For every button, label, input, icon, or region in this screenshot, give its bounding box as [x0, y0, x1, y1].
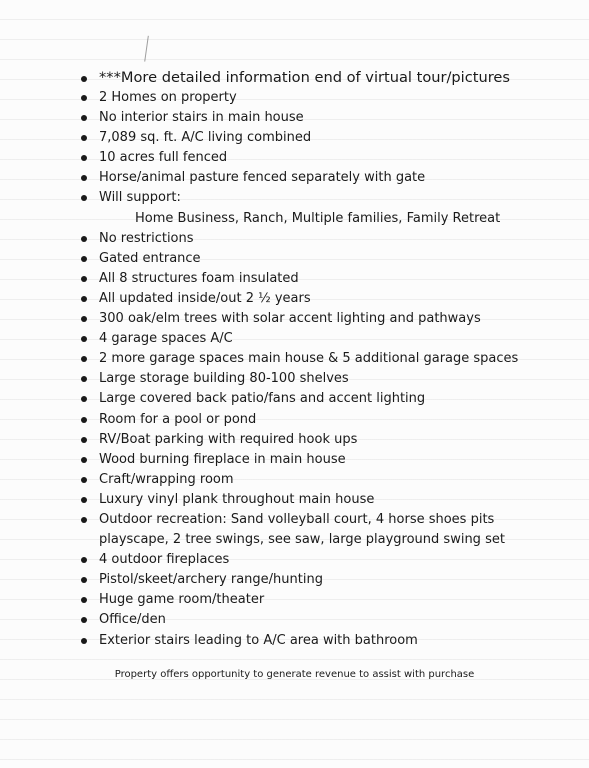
list-item-text: 2 Homes on property — [99, 90, 237, 105]
list-item-text: 7,089 sq. ft. A/C living combined — [99, 130, 312, 146]
bullet-dot-icon — [81, 617, 87, 623]
list-item — [78, 188, 548, 208]
list-item-text: Room for a pool or pond — [99, 411, 257, 427]
bullet-dot-icon — [81, 195, 87, 201]
list-item-text: No restrictions — [99, 230, 194, 246]
list-item-text: Exterior stairs leading to A/C area with bathroom — [99, 632, 418, 648]
bullet-dot-icon — [81, 336, 87, 342]
list-item — [78, 610, 548, 630]
list-item — [78, 209, 548, 229]
pen-mark — [144, 36, 153, 62]
list-item-text: Huge game room/theater — [99, 592, 265, 608]
list-item — [78, 570, 548, 590]
list-item-text: Outdoor recreation: Sand volleyball court, 4 horse shoes pits — [99, 511, 495, 527]
list-item — [78, 128, 548, 148]
list-item — [78, 389, 548, 409]
list-item-text: RV/Boat parking with required hook ups — [99, 431, 358, 447]
list-item — [78, 510, 548, 530]
bullet-dot-icon — [81, 477, 87, 483]
list-item — [78, 490, 548, 510]
bullet-dot-icon — [81, 557, 87, 563]
list-item-text: 4 outdoor fireplaces — [99, 552, 230, 568]
bullet-dot-icon — [81, 638, 87, 644]
list-item — [78, 66, 548, 90]
bullet-dot-icon — [81, 457, 87, 463]
list-item — [78, 88, 548, 108]
bullet-dot-icon — [81, 376, 87, 382]
list-item — [78, 309, 548, 329]
list-item-text: playscape, 2 tree swings, see saw, large playground swing set — [99, 532, 505, 548]
list-item — [78, 148, 548, 168]
list-item — [78, 631, 548, 651]
bullet-dot-icon — [81, 115, 87, 121]
list-item-text: 4 garage spaces A/C — [99, 331, 233, 347]
list-item — [78, 530, 548, 550]
bullet-dot-icon — [81, 396, 87, 402]
list-item-text: Pistol/skeet/archery range/hunting — [99, 572, 323, 588]
bullet-dot-icon — [81, 577, 87, 583]
bullet-dot-icon — [81, 276, 87, 282]
list-item-text: 300 oak/elm trees with solar accent lighting and pathways — [99, 311, 481, 327]
bullet-dot-icon — [81, 95, 87, 101]
list-item — [78, 450, 548, 470]
feature-list — [78, 66, 548, 651]
list-item-text: All 8 structures foam insulated — [99, 270, 299, 286]
bullet-dot-icon — [81, 175, 87, 181]
list-item — [78, 590, 548, 610]
list-item — [78, 249, 548, 269]
list-item-text: 10 acres full fenced — [99, 150, 228, 166]
bullet-dot-icon — [81, 135, 87, 141]
bullet-dot-icon — [81, 256, 87, 262]
list-item-text: 2 more garage spaces main house & 5 additional garage spaces — [99, 351, 519, 367]
list-item-text: Gated entrance — [99, 250, 201, 266]
list-item — [78, 349, 548, 369]
list-item — [78, 470, 548, 490]
list-item-text: Office/den — [99, 612, 166, 628]
bullet-dot-icon — [81, 236, 87, 242]
bullet-dot-icon — [81, 356, 87, 362]
bullet-dot-icon — [81, 296, 87, 302]
bullet-dot-icon — [81, 76, 87, 82]
list-item-text: Home Business, Ranch, Multiple families, Family Retreat — [135, 210, 501, 226]
bullet-dot-icon — [81, 316, 87, 322]
bullet-dot-icon — [81, 517, 87, 523]
list-item — [78, 269, 548, 289]
list-item — [78, 289, 548, 309]
footer-note: Property offers opportunity to generate revenue to assist with purchase — [114, 669, 475, 680]
bullet-dot-icon — [81, 155, 87, 161]
list-item-text: Craft/wrapping room — [99, 471, 234, 487]
list-item-text: Will support: — [99, 190, 181, 206]
list-item-text: ***More detailed information end of virtual tour/pictures — [99, 69, 510, 86]
bullet-dot-icon — [81, 437, 87, 443]
list-item-text: Large covered back patio/fans and accent lighting — [99, 391, 426, 407]
list-item-text: No interior stairs in main house — [99, 110, 304, 126]
list-item-text: Large storage building 80-100 shelves — [99, 371, 349, 387]
list-item — [78, 430, 548, 450]
list-item — [78, 108, 548, 128]
bullet-dot-icon — [81, 417, 87, 423]
list-item-text: Horse/animal pasture fenced separately with gate — [99, 170, 426, 186]
list-item — [78, 229, 548, 249]
list-item — [78, 410, 548, 430]
list-item — [78, 329, 548, 349]
list-item — [78, 168, 548, 188]
list-item-text: Luxury vinyl plank throughout main house — [99, 491, 375, 507]
list-item-text: Wood burning fireplace in main house — [99, 451, 346, 467]
bullet-dot-icon — [81, 597, 87, 603]
list-item — [78, 369, 548, 389]
bullet-dot-icon — [81, 497, 87, 503]
list-item — [78, 550, 548, 570]
list-item-text: All updated inside/out 2 ½ years — [99, 290, 311, 306]
